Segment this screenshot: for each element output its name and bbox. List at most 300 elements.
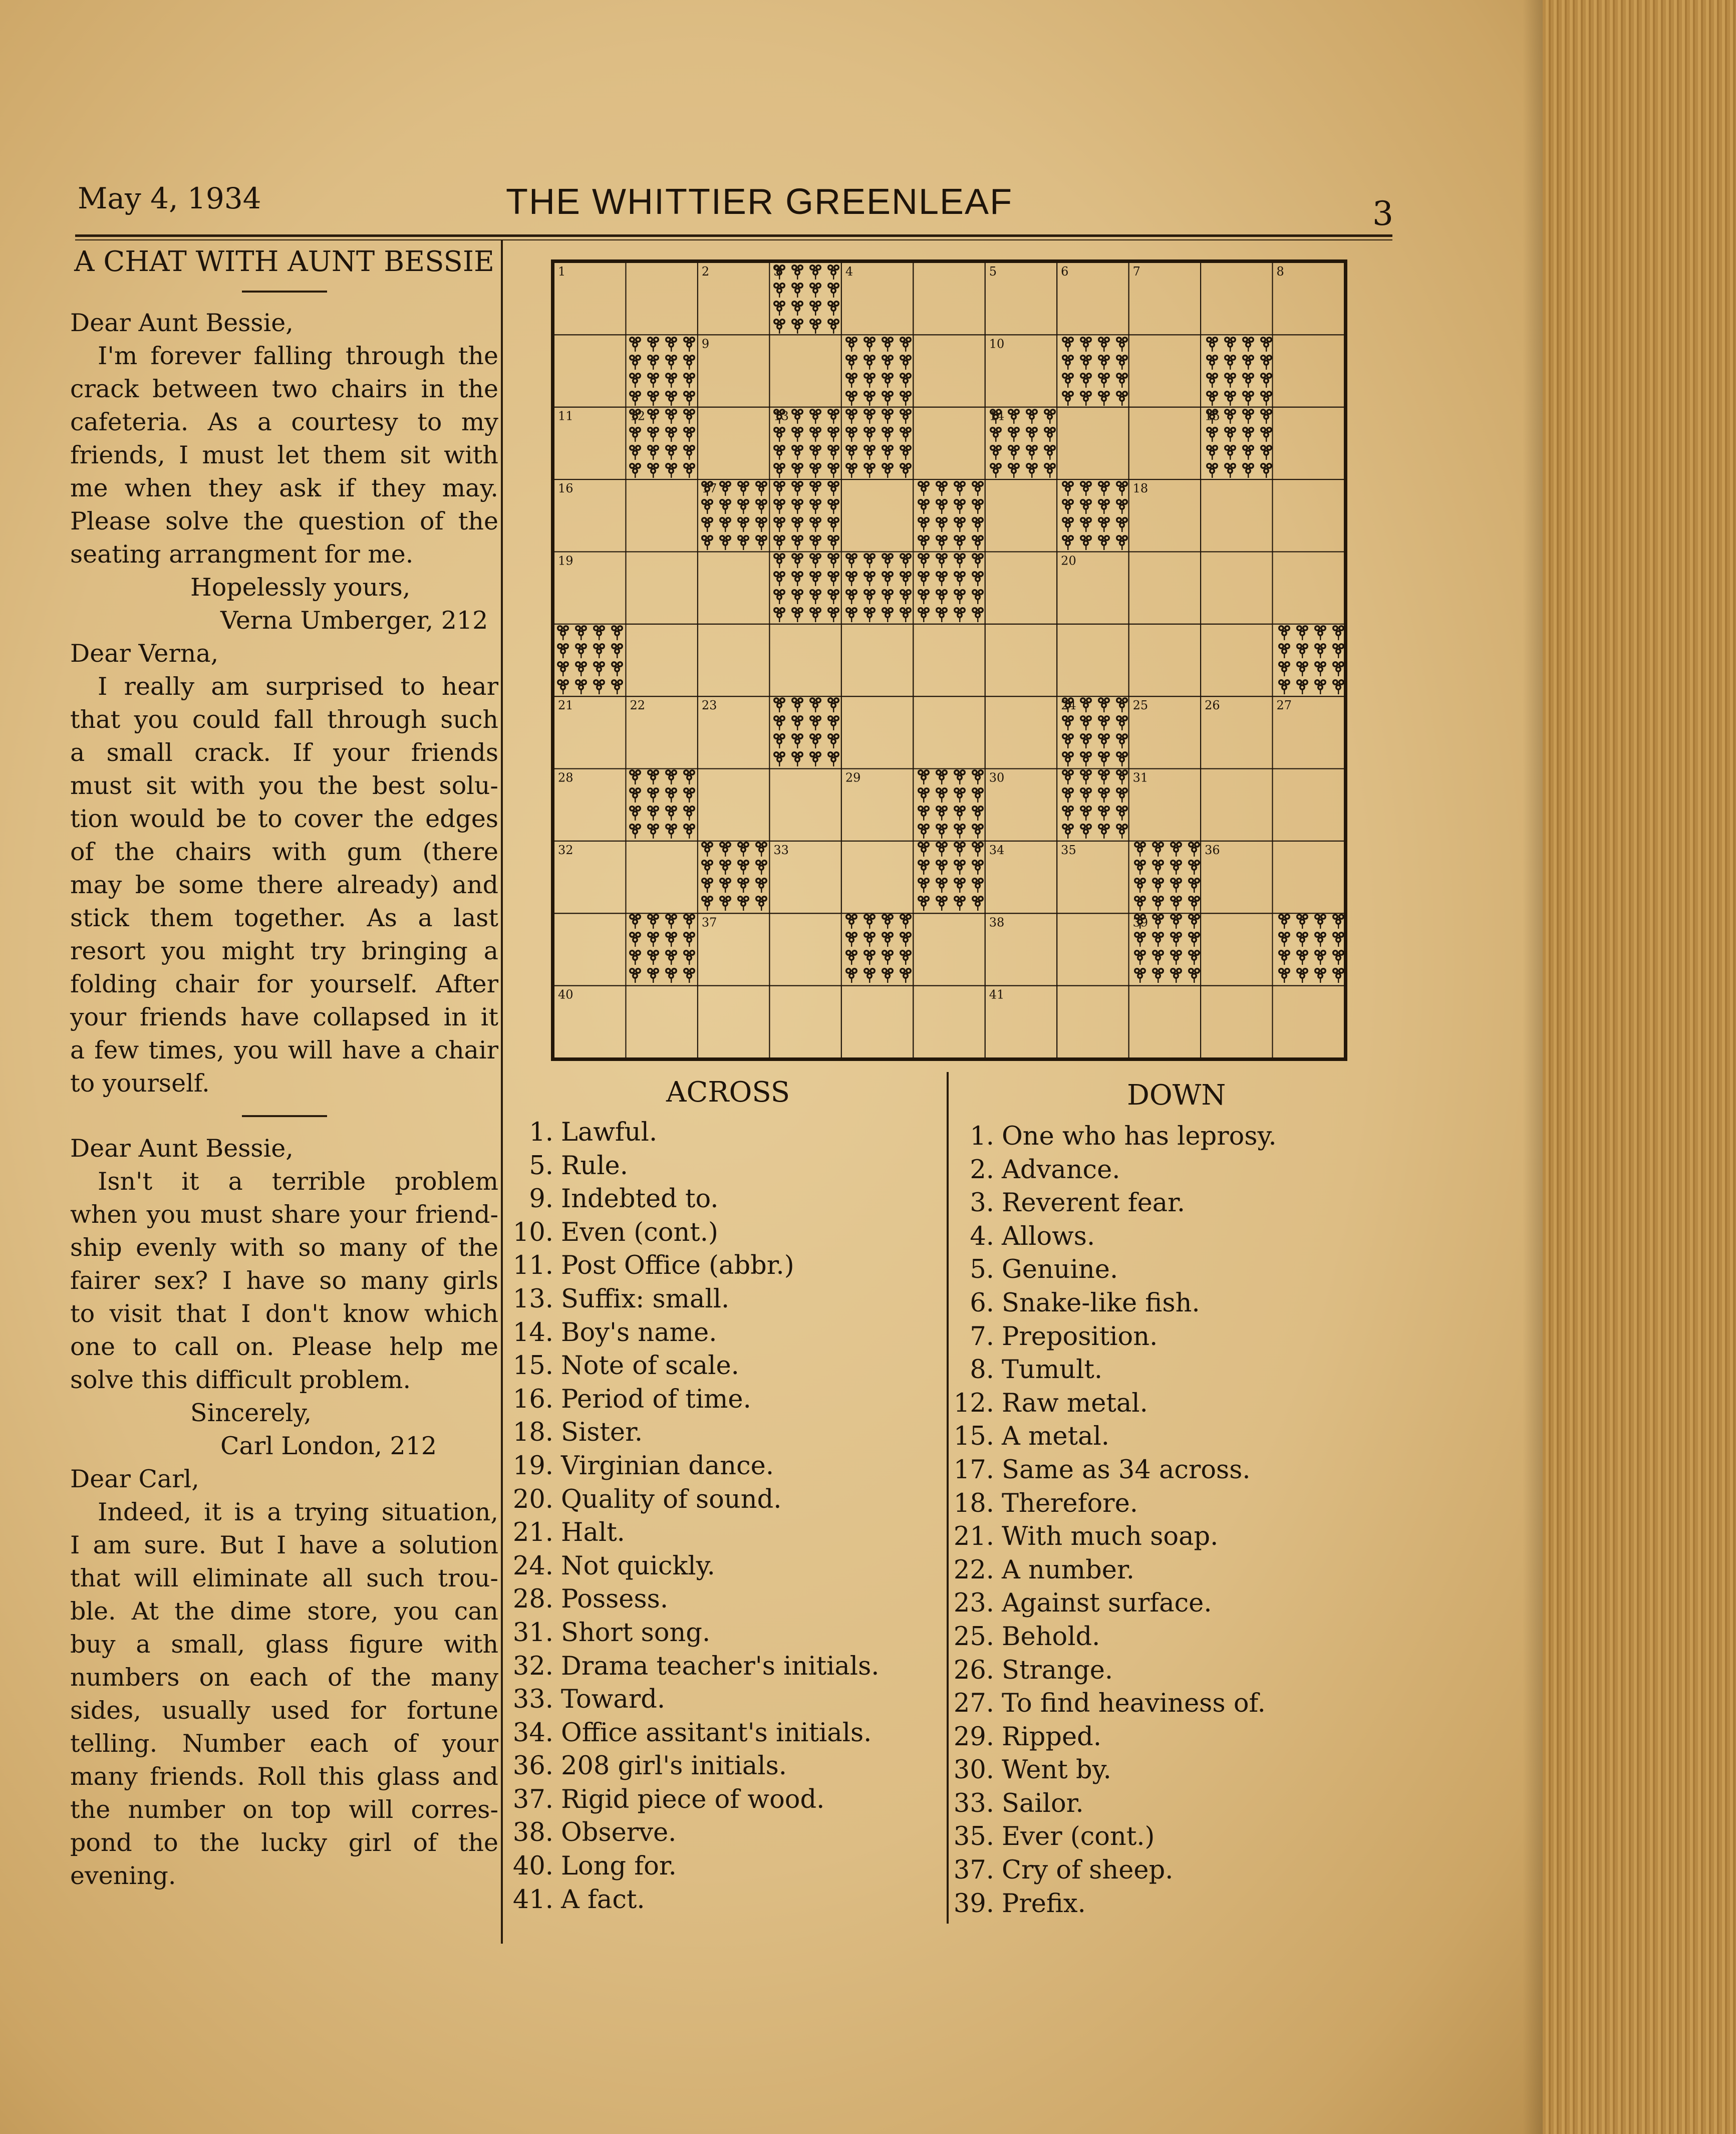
clue-number: 33. [953,1788,994,1818]
crossword-cell[interactable] [1201,986,1272,1058]
across-clue [501,1450,879,1483]
across-clue [501,1383,879,1417]
cell-number: 27 [1276,698,1292,713]
crossword-cell[interactable] [913,696,985,768]
crossword-block [913,769,985,841]
letter-2 [70,1132,498,1463]
clue-text: Short song. [561,1618,711,1648]
clue-text: Went by. [1002,1755,1111,1785]
down-clue [942,1520,1277,1554]
down-heading: DOWN [1127,1079,1226,1112]
clue-text: Cry of sheep. [1002,1855,1174,1886]
cell-number: 23 [701,698,717,713]
crossword-cell[interactable] [1057,624,1128,696]
crossword-cell[interactable] [554,913,626,985]
crossword-block [1273,913,1344,985]
clue-number: 39. [953,1889,994,1919]
clue-text: Preposition. [1002,1321,1158,1352]
crossword-cell[interactable] [1273,335,1344,407]
clue-number: 33. [512,1685,553,1715]
reply-salutation: Dear Verna, [70,639,219,668]
clue-number: 15. [512,1351,553,1381]
crossword-cell[interactable] [841,986,913,1058]
text-line: buy a small, glass figure with [70,1630,498,1659]
letter-closing: Sincerely, [190,1399,312,1427]
clue-number: 5. [970,1255,994,1285]
across-clue [501,1316,879,1350]
text-line: of the chairs with gum (there [70,838,498,866]
crossword-cell[interactable] [1129,986,1201,1058]
clue-text: A number. [1002,1555,1134,1585]
crossword-cell[interactable] [769,335,841,407]
crossword-cell[interactable] [1201,624,1272,696]
clue-number: 36. [512,1751,553,1781]
cell-number: 13 [773,409,789,423]
crossword-block [1201,335,1272,407]
crossword-block [626,913,697,985]
cell-number: 16 [558,481,573,496]
clue-text: Lawful. [561,1118,658,1147]
clue-number: 37. [953,1855,994,1886]
text-line: must sit with you the best solu- [70,771,498,800]
crossword-cell[interactable] [841,696,913,768]
clue-number: 22. [953,1555,994,1585]
down-clue [942,1354,1277,1387]
crossword-cell[interactable] [626,479,697,552]
crossword-cell[interactable] [913,913,985,985]
crossword-cell[interactable] [913,986,985,1058]
crossword-cell[interactable] [1273,986,1344,1058]
cell-number: 24 [1061,698,1076,713]
crossword-block [841,913,913,985]
crossword-cell[interactable] [913,407,985,479]
letter-body [70,340,498,571]
text-line: that you could fall through such [70,705,498,734]
text-line: cafeteria. As a courtesy to my [70,408,498,436]
across-clue-list [501,1116,879,1917]
across-clue [501,1216,879,1250]
reply-body [70,1496,498,1893]
text-line: pond to the lucky girl of the [70,1828,498,1857]
clue-text: Allows. [1002,1221,1095,1251]
cell-number: 34 [989,843,1005,857]
clue-number: 19. [512,1451,553,1481]
clue-number: 32. [512,1651,553,1681]
cell-number: 36 [1205,843,1220,857]
across-clue [501,1783,879,1817]
page-number: 3 [1372,194,1393,233]
down-clue [942,1320,1277,1354]
clue-text: Reverent fear. [1002,1188,1186,1218]
across-clue [501,1650,879,1684]
across-clue [501,1150,879,1183]
down-clue [942,1721,1277,1754]
across-clue [501,1884,879,1917]
clue-number: 24. [512,1551,553,1581]
crossword-block [626,335,697,407]
crossword-cell[interactable] [1273,769,1344,841]
header-rule-thin [75,239,1392,240]
clue-text: Against surface. [1002,1588,1212,1619]
crossword-cell[interactable] [985,479,1057,552]
clue-text: 208 girl's initials. [561,1751,787,1781]
clue-number: 7. [970,1321,994,1352]
clue-number: 40. [512,1851,553,1882]
crossword-cell[interactable] [841,841,913,913]
masthead-title: THE WHITTIER GREENLEAF [506,182,1013,222]
across-clue [501,1350,879,1383]
clue-text: Possess. [561,1584,669,1615]
clue-text: Rule. [561,1151,628,1181]
cell-number: 1 [558,264,566,279]
clue-number: 30. [953,1755,994,1785]
crossword-cell[interactable] [985,552,1057,624]
cell-number: 10 [989,337,1005,351]
across-clue [501,1416,879,1450]
down-clue [942,1820,1277,1854]
crossword-cell[interactable] [1201,479,1272,552]
down-clue [942,1253,1277,1287]
clue-number: 17. [953,1455,994,1485]
across-clue [501,1750,879,1783]
crossword-cell[interactable] [1057,407,1128,479]
clue-text: Advance. [1002,1155,1120,1185]
cell-number: 30 [989,770,1005,785]
crossword-cell[interactable] [626,986,697,1058]
cell-number: 19 [558,554,573,568]
reply-1 [70,637,498,1100]
down-clue-list [942,1120,1277,1921]
crossword-block [554,624,626,696]
clue-text: Office assitant's initials. [561,1718,872,1748]
down-clue [942,1454,1277,1487]
clue-text: Virginian dance. [561,1451,774,1481]
clue-text: Behold. [1002,1622,1100,1652]
cell-number: 12 [630,409,646,423]
down-clue [942,1154,1277,1187]
cell-number: 22 [630,698,646,713]
crossword-cell[interactable] [1273,479,1344,552]
down-clue [942,1487,1277,1521]
crossword-block [1129,841,1201,913]
text-line: telling. Number each of your [70,1729,498,1758]
cell-number: 7 [1132,264,1140,279]
crossword-block [626,769,697,841]
clue-number: 21. [953,1522,994,1552]
crossword-cell[interactable] [626,262,697,335]
clue-number: 15. [953,1422,994,1452]
cell-number: 11 [558,409,573,423]
crossword-cell[interactable] [985,624,1057,696]
cell-number: 20 [1061,554,1076,568]
cell-number: 6 [1061,264,1069,279]
clue-number: 18. [953,1488,994,1518]
crossword-block [1057,769,1128,841]
text-line: the number on top will corres- [70,1795,498,1824]
text-line: one to call on. Please help me [70,1332,498,1361]
crossword-cell[interactable] [841,624,913,696]
across-clue [501,1116,879,1150]
clue-text: Therefore. [1002,1488,1138,1518]
crossword-cell[interactable] [1201,262,1272,335]
crossword-cell[interactable] [913,262,985,335]
clue-number: 1. [529,1118,553,1147]
down-clue [942,1888,1277,1921]
clue-text: A metal. [1002,1422,1110,1452]
advice-column [70,244,498,1893]
clue-text: Raw metal. [1002,1388,1148,1418]
cell-number: 31 [1132,770,1148,785]
crossword-block [1273,624,1344,696]
clue-text: Same as 34 across. [1002,1455,1251,1485]
clue-text: Strange. [1002,1655,1113,1685]
text-line: fairer sex? I have so many girls [70,1266,498,1295]
clue-text: Quality of sound. [561,1484,782,1514]
down-clue [942,1621,1277,1654]
clue-text: Suffix: small. [561,1284,730,1314]
text-line: to visit that I don't know which [70,1299,498,1328]
crossword-cell[interactable] [769,624,841,696]
crossword-cell[interactable] [698,624,769,696]
text-line: a few times, you will have a chair [70,1036,498,1064]
clue-number: 1. [970,1122,994,1151]
text-line: may be some there already) and [70,871,498,899]
crossword-cell[interactable] [698,552,769,624]
text-line: I'm forever falling through the [98,342,498,370]
clue-text: Boy's name. [561,1317,717,1348]
clue-text: Snake-like fish. [1002,1288,1200,1318]
crossword-cell[interactable] [626,841,697,913]
crossword-cell[interactable] [769,986,841,1058]
clue-number: 8. [970,1355,994,1385]
crossword-cell[interactable] [1273,841,1344,913]
letter-closing: Hopelessly yours, [190,573,411,602]
crossword-cell[interactable] [698,407,769,479]
down-clue [942,1554,1277,1587]
clue-number: 9. [529,1184,553,1214]
down-clue [942,1854,1277,1888]
text-line: I really am surprised to hear [98,672,498,701]
clue-text: Even (cont.) [561,1217,718,1247]
crossword-grid [551,259,1347,1061]
letter-signature: Verna Umberger, 212 [220,606,488,635]
clue-number: 4. [970,1221,994,1251]
column-title: A CHAT WITH AUNT BESSIE [74,245,494,278]
crossword-cell[interactable] [626,552,697,624]
crossword-cell[interactable] [985,696,1057,768]
cell-number: 39 [1132,915,1148,930]
clue-text: Prefix. [1002,1889,1086,1919]
section-rule [242,1115,327,1117]
across-clue [501,1816,879,1850]
crossword-block [1057,479,1128,552]
clue-text: One who has leprosy. [1002,1122,1277,1151]
clue-number: 38. [512,1818,553,1848]
clue-text: Observe. [561,1818,677,1848]
reply-2 [70,1463,498,1893]
clue-text: To find heaviness of. [1002,1689,1266,1719]
crossword-cell[interactable] [1201,552,1272,624]
crossword-cell[interactable] [913,335,985,407]
crossword-cell[interactable] [1129,407,1201,479]
text-line: folding chair for yourself. After [70,970,498,998]
clue-text: Toward. [561,1685,666,1715]
crossword-block [769,552,841,624]
cell-number: 3 [773,264,781,279]
cell-number: 25 [1132,698,1148,713]
clue-number: 23. [953,1588,994,1619]
clue-number: 41. [512,1885,553,1915]
clue-number: 26. [953,1655,994,1685]
down-clue [942,1687,1277,1721]
crossword-cell[interactable] [769,913,841,985]
text-line: me when they ask if they may. [70,474,498,502]
down-clue [942,1187,1277,1220]
crossword-cell[interactable] [1057,986,1128,1058]
crossword-block [913,552,985,624]
text-line: I am sure. But I have a solution [70,1531,498,1559]
crossword-cell[interactable] [1129,552,1201,624]
cell-number: 33 [773,843,789,857]
crossword-cell[interactable] [626,624,697,696]
clue-number: 6. [970,1288,994,1318]
crossword-cell[interactable] [698,986,769,1058]
clue-number: 13. [512,1284,553,1314]
header-rule [75,234,1392,237]
clue-number: 12. [953,1388,994,1418]
text-line: stick them together. As a last [70,904,498,932]
crossword-block [913,841,985,913]
cell-number: 18 [1132,481,1148,496]
text-line: numbers on each of the many [70,1663,498,1692]
letter-salutation: Dear Aunt Bessie, [70,309,294,337]
across-clue [501,1516,879,1550]
clue-text: Halt. [561,1518,625,1548]
across-clue [501,1183,879,1216]
reply-salutation: Dear Carl, [70,1465,199,1493]
down-clue [942,1787,1277,1821]
crossword-cell[interactable] [1129,624,1201,696]
text-line: ship evenly with so many of the [70,1233,498,1262]
crossword-cell[interactable] [1273,552,1344,624]
clue-text: Ripped. [1002,1722,1102,1752]
book-page-edges [1543,0,1736,2134]
letter-salutation: Dear Aunt Bessie, [70,1134,294,1163]
text-line: your friends have collapsed in it [70,1003,498,1031]
clue-text: Post Office (abbr.) [561,1251,794,1281]
text-line: when you must share your friend- [70,1200,498,1229]
text-line: Indeed, it is a trying situation, [98,1498,498,1526]
down-clue [942,1420,1277,1454]
clue-text: Rigid piece of wood. [561,1784,825,1814]
reply-body [70,670,498,1100]
letter-signature: Carl London, 212 [220,1432,437,1460]
cell-number: 14 [989,409,1005,423]
cell-number: 2 [701,264,710,279]
down-clue [942,1287,1277,1320]
letter-1 [70,307,498,637]
across-clue [501,1617,879,1650]
text-line: seating arrangment for me. [70,540,414,569]
text-line: tion would be to cover the edges [70,805,498,833]
cell-number: 8 [1276,264,1284,279]
across-clue [501,1717,879,1750]
crossword-cell[interactable] [1273,407,1344,479]
cell-number: 9 [701,337,710,351]
clue-number: 37. [512,1784,553,1814]
crossword-block [698,841,769,913]
clue-number: 25. [953,1622,994,1652]
crossword-cell[interactable] [1057,913,1128,985]
text-line: many friends. Roll this glass and [70,1762,498,1791]
crossword-block [913,479,985,552]
crossword-cell[interactable] [1201,769,1272,841]
crossword-block [841,407,913,479]
clue-number: 31. [512,1618,553,1648]
clue-text: Sister. [561,1418,643,1448]
clue-text: Ever (cont.) [1002,1822,1155,1852]
crossword-cell[interactable] [1129,335,1201,407]
across-heading: ACROSS [666,1076,790,1109]
clue-text: Not quickly. [561,1551,715,1581]
text-line: a small crack. If your friends [70,738,498,767]
crossword-cell[interactable] [913,624,985,696]
cell-number: 4 [845,264,853,279]
crossword-block [841,335,913,407]
cell-number: 26 [1205,698,1220,713]
crossword-block [1057,335,1128,407]
across-clue [501,1483,879,1517]
across-clue [501,1283,879,1316]
cell-number: 40 [558,987,573,1002]
down-clue [942,1120,1277,1154]
title-rule [242,291,327,293]
clue-text: Drama teacher's initials. [561,1651,880,1681]
clue-text: Long for. [561,1851,677,1882]
crossword-cell[interactable] [769,769,841,841]
across-clue [501,1249,879,1283]
crossword-cell[interactable] [841,479,913,552]
cell-number: 29 [845,770,861,785]
clue-number: 28. [512,1584,553,1615]
clue-number: 5. [529,1151,553,1181]
cell-number: 38 [989,915,1005,930]
across-clue [501,1683,879,1717]
cell-number: 21 [558,698,573,713]
crossword-cell[interactable] [554,335,626,407]
clue-text: A fact. [561,1885,645,1915]
text-line: resort you might try bringing a [70,937,498,965]
crossword-cell[interactable] [698,769,769,841]
text-line: ble. At the dime store, you can [70,1597,498,1626]
down-clue [942,1754,1277,1787]
down-clue [942,1220,1277,1254]
crossword-cell[interactable] [1201,913,1272,985]
across-clue [501,1550,879,1583]
cell-number: 15 [1205,409,1220,423]
down-clue [942,1654,1277,1688]
clue-text: Tumult. [1002,1355,1103,1385]
cell-number: 35 [1061,843,1076,857]
text-line: Please solve the question of the [70,507,498,536]
clue-text: Note of scale. [561,1351,739,1381]
clue-number: 14. [512,1317,553,1348]
clue-number: 29. [953,1722,994,1752]
text-line: to yourself. [70,1069,210,1098]
text-line: that will eliminate all such trou- [70,1564,498,1592]
clue-number: 18. [512,1418,553,1448]
down-clue [942,1587,1277,1621]
